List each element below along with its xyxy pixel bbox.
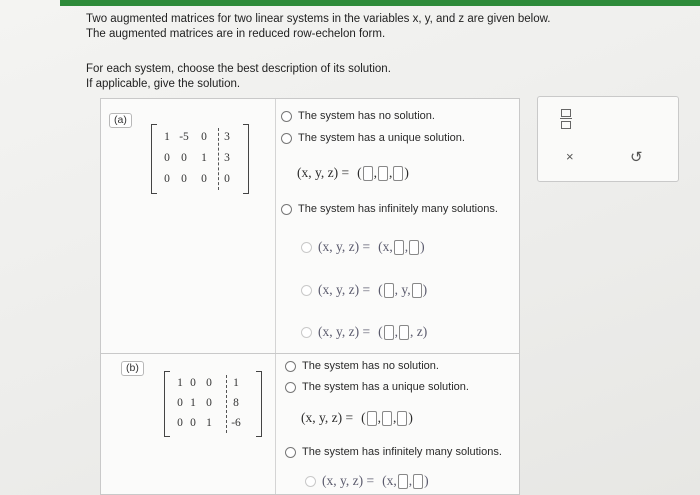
suboption-a-3[interactable]	[301, 324, 427, 340]
radio-a-sub3[interactable]	[301, 327, 312, 338]
matrix-cell: 1	[201, 152, 207, 164]
matrix-grid	[172, 373, 254, 435]
matrix-cell: 0	[164, 173, 170, 185]
input-box[interactable]	[409, 240, 419, 255]
radio-b-unique[interactable]	[285, 382, 296, 393]
intro-line-1: Two augmented matrices for two linear systems in the variables x, y, and z are given below.	[86, 13, 551, 25]
matrix-cell: 0	[190, 417, 196, 429]
top-accent-bar	[60, 0, 700, 6]
input-box-y[interactable]	[378, 166, 388, 181]
matrix-cell: 8	[233, 397, 239, 409]
tuple-label: (x, y, z) =	[318, 239, 371, 254]
fraction-icon[interactable]	[560, 109, 572, 129]
matrix-cell: 0	[190, 377, 196, 389]
matrix-left-bracket	[164, 371, 170, 437]
matrix-cell: -5	[179, 131, 189, 143]
matrix-cell: 0	[181, 173, 187, 185]
tuple-label: (x, y, z) =	[322, 473, 375, 488]
tuple-label: (x, y, z) =	[301, 410, 354, 425]
input-box[interactable]	[384, 325, 394, 340]
input-box[interactable]	[394, 240, 404, 255]
matrix-cell: 3	[224, 152, 230, 164]
matrix-cell: 0	[177, 417, 183, 429]
radio-a-unique[interactable]	[281, 133, 292, 144]
matrix-cell: 1	[233, 377, 239, 389]
answer-tools-panel	[537, 96, 679, 182]
problem-instructions	[86, 62, 606, 92]
answer-panel	[100, 98, 520, 495]
matrix-grid	[159, 126, 241, 192]
part-divider	[101, 353, 519, 354]
matrix-cell: 1	[177, 377, 183, 389]
matrix-cell: -6	[231, 417, 241, 429]
suboption-a-1[interactable]	[301, 239, 425, 255]
tuple-label: (x, y, z) =	[318, 324, 371, 339]
tuple-label: (x, y, z) =	[297, 165, 350, 180]
suboption-a-2[interactable]	[301, 282, 427, 298]
tuple-fixed: , y,	[394, 282, 411, 297]
option-b-no-solution[interactable]	[285, 360, 439, 372]
tuple-a-sub3: (x, y, z) = ( , , z)	[318, 324, 428, 339]
option-label: The system has a unique solution.	[302, 381, 469, 393]
tuple-a-sub1: (x, y, z) = (x, , )	[318, 239, 425, 254]
radio-a-infinite[interactable]	[281, 204, 292, 215]
input-box-x[interactable]	[363, 166, 373, 181]
input-box-z[interactable]	[397, 411, 407, 426]
intro-line-3: For each system, choose the best description of its solution.	[86, 63, 391, 75]
option-a-unique[interactable]	[281, 132, 465, 144]
option-label: The system has infinitely many solutions.	[298, 203, 498, 215]
paren-close: )	[404, 165, 409, 180]
option-label: The system has no solution.	[298, 110, 435, 122]
input-box[interactable]	[412, 283, 422, 298]
matrix-right-bracket	[243, 124, 249, 194]
tuple-b-sub1: (x, y, z) = (x, , )	[322, 473, 429, 488]
matrix-cell: 3	[224, 131, 230, 143]
input-box[interactable]	[384, 283, 394, 298]
tuple-fixed: (x,	[382, 473, 397, 488]
input-box[interactable]	[399, 325, 409, 340]
matrix-right-bracket	[256, 371, 262, 437]
paren-close: )	[408, 410, 413, 425]
matrix-cell: 0	[224, 173, 230, 185]
matrix-cell: 0	[164, 152, 170, 164]
radio-a-no-solution[interactable]	[281, 111, 292, 122]
input-box-x[interactable]	[367, 411, 377, 426]
augmented-matrix-b	[164, 371, 262, 437]
option-b-infinite[interactable]	[285, 446, 502, 458]
tuple-fixed: (x,	[378, 239, 393, 254]
intro-line-2: The augmented matrices are in reduced row-echelon form.	[86, 28, 386, 40]
option-label: The system has a unique solution.	[298, 132, 465, 144]
radio-b-infinite[interactable]	[285, 447, 296, 458]
matrix-cell: 0	[206, 377, 212, 389]
augmented-matrix-a	[151, 124, 249, 194]
tuple-fixed: , z)	[409, 324, 428, 339]
input-box-y[interactable]	[382, 411, 392, 426]
column-divider	[275, 99, 276, 494]
matrix-cell: 1	[206, 417, 212, 429]
clear-icon[interactable]: ×	[566, 149, 574, 164]
radio-b-sub1[interactable]	[305, 476, 316, 487]
tuple-b-unique: (x, y, z) = ( , , )	[301, 410, 413, 425]
tuple-a-unique: (x, y, z) = ( , , )	[297, 165, 409, 180]
matrix-cell: 0	[177, 397, 183, 409]
option-a-infinite[interactable]	[281, 203, 498, 215]
option-label: The system has no solution.	[302, 360, 439, 372]
matrix-cell: 0	[201, 131, 207, 143]
option-a-no-solution[interactable]	[281, 110, 435, 122]
part-a-label: (a)	[109, 113, 132, 128]
paren-close: )	[422, 282, 428, 297]
paren-open: (	[361, 410, 366, 425]
radio-b-no-solution[interactable]	[285, 361, 296, 372]
option-label: The system has infinitely many solutions.	[302, 446, 502, 458]
input-box-z[interactable]	[393, 166, 403, 181]
paren-close: )	[424, 473, 429, 488]
matrix-cell: 0	[181, 152, 187, 164]
problem-intro	[86, 12, 606, 42]
matrix-cell: 0	[201, 173, 207, 185]
part-b-label: (b)	[121, 361, 144, 376]
suboption-b-1[interactable]	[305, 473, 429, 489]
undo-icon[interactable]: ↺	[630, 149, 643, 166]
radio-a-sub1[interactable]	[301, 242, 312, 253]
matrix-cell: 1	[164, 131, 170, 143]
input-box[interactable]	[398, 474, 408, 489]
paren-close: )	[420, 239, 425, 254]
intro-line-4: If applicable, give the solution.	[86, 78, 241, 90]
radio-a-sub2[interactable]	[301, 285, 312, 296]
augment-bar	[226, 375, 227, 433]
paren-open: (	[357, 165, 362, 180]
matrix-left-bracket	[151, 124, 157, 194]
tuple-a-sub2	[318, 282, 427, 298]
tuple-label: (x, y, z) =	[318, 282, 371, 297]
option-b-unique[interactable]	[285, 381, 469, 393]
paren-open: (	[378, 282, 383, 297]
matrix-cell: 1	[190, 397, 196, 409]
paren-open: (	[378, 324, 383, 339]
matrix-cell: 0	[206, 397, 212, 409]
input-box[interactable]	[413, 474, 423, 489]
